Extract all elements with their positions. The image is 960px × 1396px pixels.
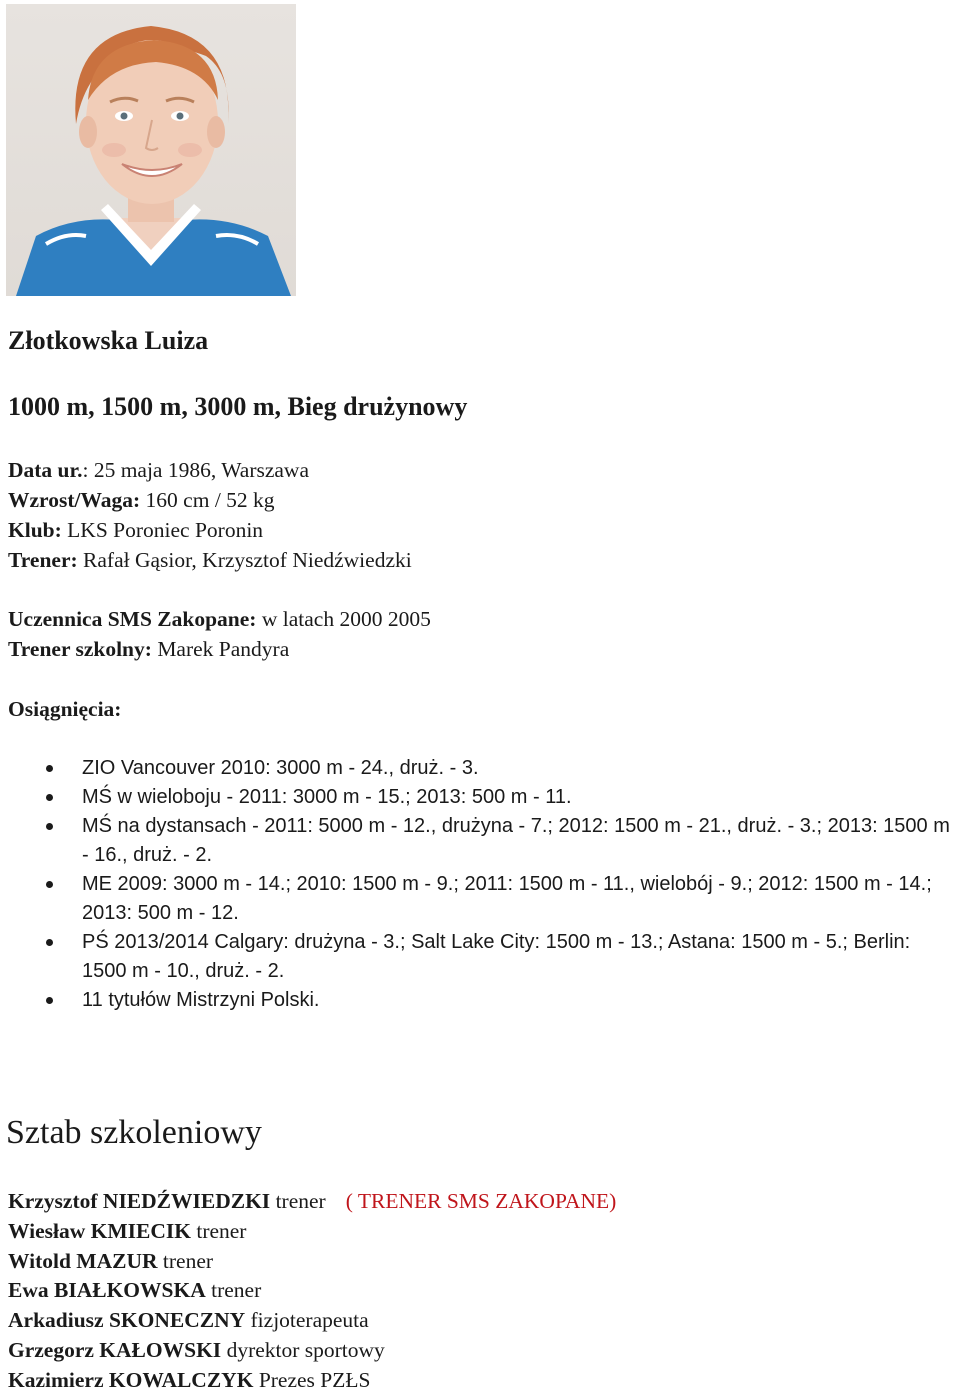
school-value: w latach 2000 2005 <box>256 607 431 631</box>
bullet-icon <box>46 823 53 830</box>
fact-height-weight <box>8 485 412 515</box>
staff-role: trener <box>190 1218 247 1243</box>
achievement-item <box>82 986 952 1015</box>
staff-role: dyrektor sportowy <box>221 1337 385 1362</box>
school-label: Uczennica SMS Zakopane: <box>8 607 257 631</box>
staff-heading: Sztab szkoleniowy <box>6 1114 262 1151</box>
staff-name: Arkadiusz SKONECZNY <box>8 1308 246 1333</box>
staff-member <box>8 1276 616 1306</box>
school-coach <box>8 634 431 664</box>
achievement-text: ME 2009: 3000 m - 14.; 2010: 1500 m - 9.; 2011: 1500 m - 11., wielobój - 9.; 2012: 1500 m - 14.; 2013: 500 m - 12. <box>82 873 932 924</box>
athlete-portrait-illustration <box>6 4 296 296</box>
staff-member <box>8 1247 616 1277</box>
achievement-item <box>82 754 952 783</box>
staff-member <box>8 1366 616 1396</box>
fact-value: Rafał Gąsior, Krzysztof Niedźwiedzki <box>77 548 412 572</box>
fact-label: Klub: <box>8 518 62 542</box>
fact-birth <box>8 455 412 485</box>
staff-name: Ewa BIAŁKOWSKA <box>8 1278 206 1303</box>
athlete-events: 1000 m, 1500 m, 3000 m, Bieg drużynowy <box>8 392 468 421</box>
staff-name: Krzysztof NIEDŹWIEDZKI <box>8 1189 271 1213</box>
fact-club <box>8 515 412 545</box>
bullet-icon <box>46 794 53 801</box>
achievements-list <box>82 754 952 1015</box>
staff-role: trener <box>205 1278 262 1303</box>
achievement-text: MŚ na dystansach - 2011: 5000 m - 12., drużyna - 7.; 2012: 1500 m - 21., druż. - 3.; 2013: 1500 m - 16., druż. - 2. <box>82 815 950 866</box>
fact-value: : 25 maja 1986, Warszawa <box>82 458 310 482</box>
achievement-item <box>82 812 952 870</box>
staff-member <box>8 1217 616 1247</box>
staff-role: trener <box>157 1248 214 1273</box>
achievement-text: MŚ w wieloboju - 2011: 3000 m - 15.; 2013: 500 m - 11. <box>82 786 572 808</box>
athlete-facts <box>8 455 412 575</box>
staff-member <box>8 1336 616 1366</box>
staff-member <box>8 1306 616 1336</box>
staff-role: trener <box>270 1189 326 1213</box>
staff-name: Wiesław KMIECIK <box>8 1218 191 1243</box>
school-student <box>8 604 431 634</box>
athlete-photo <box>6 4 296 296</box>
staff-role: fizjoterapeuta <box>245 1308 369 1333</box>
achievements-heading: Osiągnięcia: <box>8 697 122 721</box>
fact-value: LKS Poroniec Poronin <box>61 518 264 542</box>
school-label: Trener szkolny: <box>8 637 152 661</box>
achievement-text: PŚ 2013/2014 Calgary: drużyna - 3.; Salt Lake City: 1500 m - 13.; Astana: 1500 m - 5.; Berlin: 1500 m - 10., druż. - 2. <box>82 931 911 982</box>
fact-value: 160 cm / 52 kg <box>140 488 275 512</box>
bullet-icon <box>46 881 53 888</box>
bullet-icon <box>46 997 53 1004</box>
achievement-item <box>82 928 952 986</box>
bullet-icon <box>46 765 53 772</box>
fact-coach <box>8 545 412 575</box>
achievement-item <box>82 783 952 812</box>
staff-name: Kazimierz KOWALCZYK <box>8 1367 254 1392</box>
achievement-text: ZIO Vancouver 2010: 3000 m - 24., druż. - 3. <box>82 757 479 779</box>
fact-label: Data ur. <box>8 458 83 482</box>
staff-name: Witold MAZUR <box>8 1248 158 1273</box>
achievement-text: 11 tytułów Mistrzyni Polski. <box>82 989 320 1011</box>
school-value: Marek Pandyra <box>151 637 290 661</box>
staff-role: Prezes PZŁS <box>253 1367 371 1392</box>
fact-label: Wzrost/Waga: <box>8 488 141 512</box>
fact-label: Trener: <box>8 548 78 572</box>
athlete-name: Złotkowska Luiza <box>8 326 209 355</box>
staff-list <box>8 1187 616 1396</box>
bullet-icon <box>46 939 53 946</box>
staff-note: ( TRENER SMS ZAKOPANE) <box>345 1189 617 1213</box>
staff-name: Grzegorz KAŁOWSKI <box>8 1337 222 1362</box>
achievement-item <box>82 870 952 928</box>
staff-member <box>8 1187 616 1217</box>
school-info <box>8 604 431 664</box>
